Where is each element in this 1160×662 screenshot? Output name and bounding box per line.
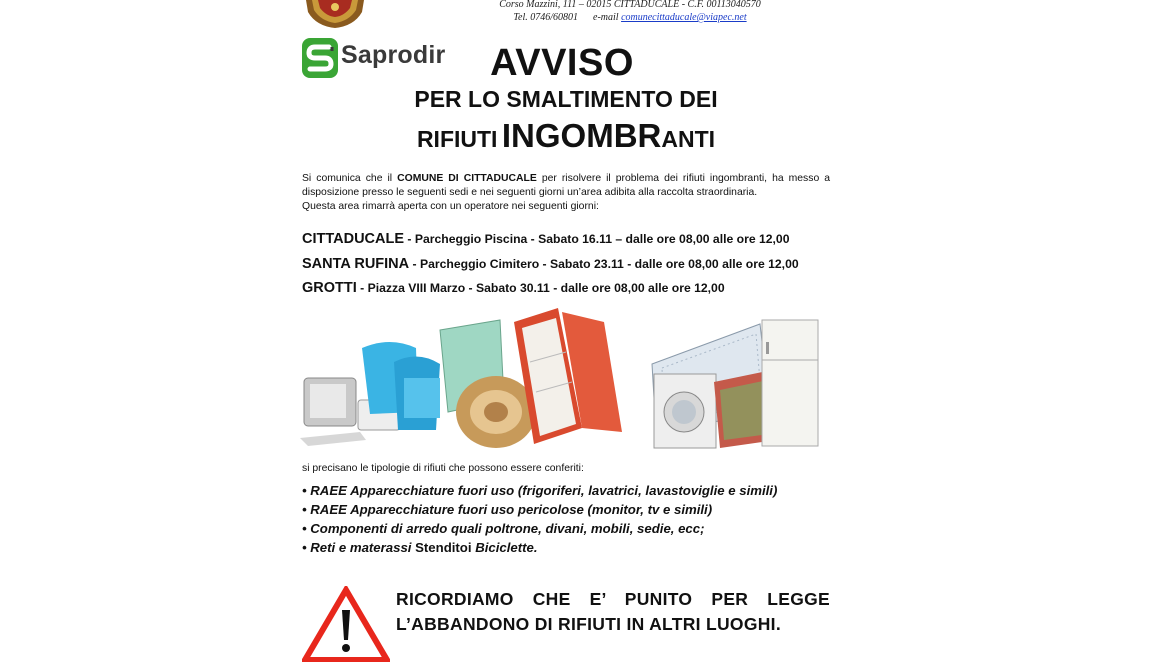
header-email-label: e-mail — [593, 12, 619, 23]
intro-line2: Questa area rimarrà aperta con un operatore nei seguenti giorni: — [302, 201, 599, 212]
waste-type-item: • RAEE Apparecchiature fuori uso (frigoriferi, lavatrici, lavastoviglie e simili) — [302, 483, 778, 498]
schedule-place: CITTADUCALE — [302, 231, 405, 247]
schedule-place: SANTA RUFINA — [302, 256, 410, 272]
header-tel: Tel. 0746/60801 — [513, 12, 579, 23]
intro-text-2: per risolvere il problema dei rifiuti ingombranti, ha messo a disposizione presso le seguenti sedi e nei seguenti giorni un’area adibita alla raccolta straordinaria. — [302, 173, 831, 198]
waste-type-item: • RAEE Apparecchiature fuori uso pericolose (monitor, tv e simili) — [302, 502, 713, 517]
schedule-row — [302, 230, 789, 248]
title-line3-big: INGOMBR — [501, 117, 662, 154]
warning-line2: L’ABBANDONO DI RIFIUTI IN ALTRI LUOGHI. — [396, 614, 782, 634]
warning-triangle-icon — [302, 586, 390, 662]
header-contacts — [420, 12, 840, 23]
monitor-icon — [300, 378, 366, 446]
washing-machine-icon — [654, 374, 716, 448]
intro-paragraph — [302, 172, 830, 200]
rolled-mattress-icon — [456, 376, 536, 448]
intro-text-1: Si comunica che il — [302, 173, 393, 184]
intro-municipality: COMUNE DI CITTADUCALE — [397, 173, 537, 184]
title-main: AVVISO — [490, 42, 634, 84]
bulky-waste-illustration — [300, 308, 824, 454]
warning-text — [396, 589, 830, 635]
waste-type-item — [302, 540, 538, 555]
title-line3-small: RIFIUTI — [416, 126, 498, 152]
logo-name: Saprodir — [341, 41, 446, 69]
waste-type-text-a: • Reti e materassi — [302, 540, 412, 555]
white-fridge-icon — [762, 320, 818, 446]
schedule-details: - Parcheggio Cimitero - Sabato 23.11 - dalle ore 08,00 alle ore 12,00 — [409, 257, 799, 271]
title-line2: PER LO SMALTIMENTO DEI — [414, 86, 718, 112]
schedule-details: - Parcheggio Piscina - Sabato 16.11 – dalle ore 08,00 alle ore 12,00 — [404, 232, 790, 246]
title-line3 — [300, 117, 832, 155]
schedule-details: - Piazza VIII Marzo - Sabato 30.11 - dalle ore 08,00 alle ore 12,00 — [356, 281, 725, 295]
schedule-row — [302, 255, 799, 273]
types-intro: si precisano le tipologie di rifiuti che possono essere conferiti: — [302, 463, 584, 474]
title-line3-end: ANTI — [661, 126, 716, 152]
header-email-link[interactable]: comunecittaducale@viapec.net — [621, 12, 747, 23]
waste-type-text-b: Stenditoi — [411, 540, 472, 555]
header-address: Corso Mazzini, 111 – 02015 CITTADUCALE - C.F. 00113040570 — [499, 0, 761, 10]
municipal-crest-icon — [302, 0, 368, 28]
waste-type-item: • Componenti di arredo quali poltrone, divani, mobili, sedie, ecc; — [302, 521, 705, 536]
waste-type-text-c: Biciclette. — [471, 540, 538, 555]
warning-line1: RICORDIAMO CHE E’ PUNITO PER LEGGE — [396, 589, 830, 609]
schedule-place: GROTTI — [302, 280, 357, 296]
schedule-row — [302, 279, 725, 297]
